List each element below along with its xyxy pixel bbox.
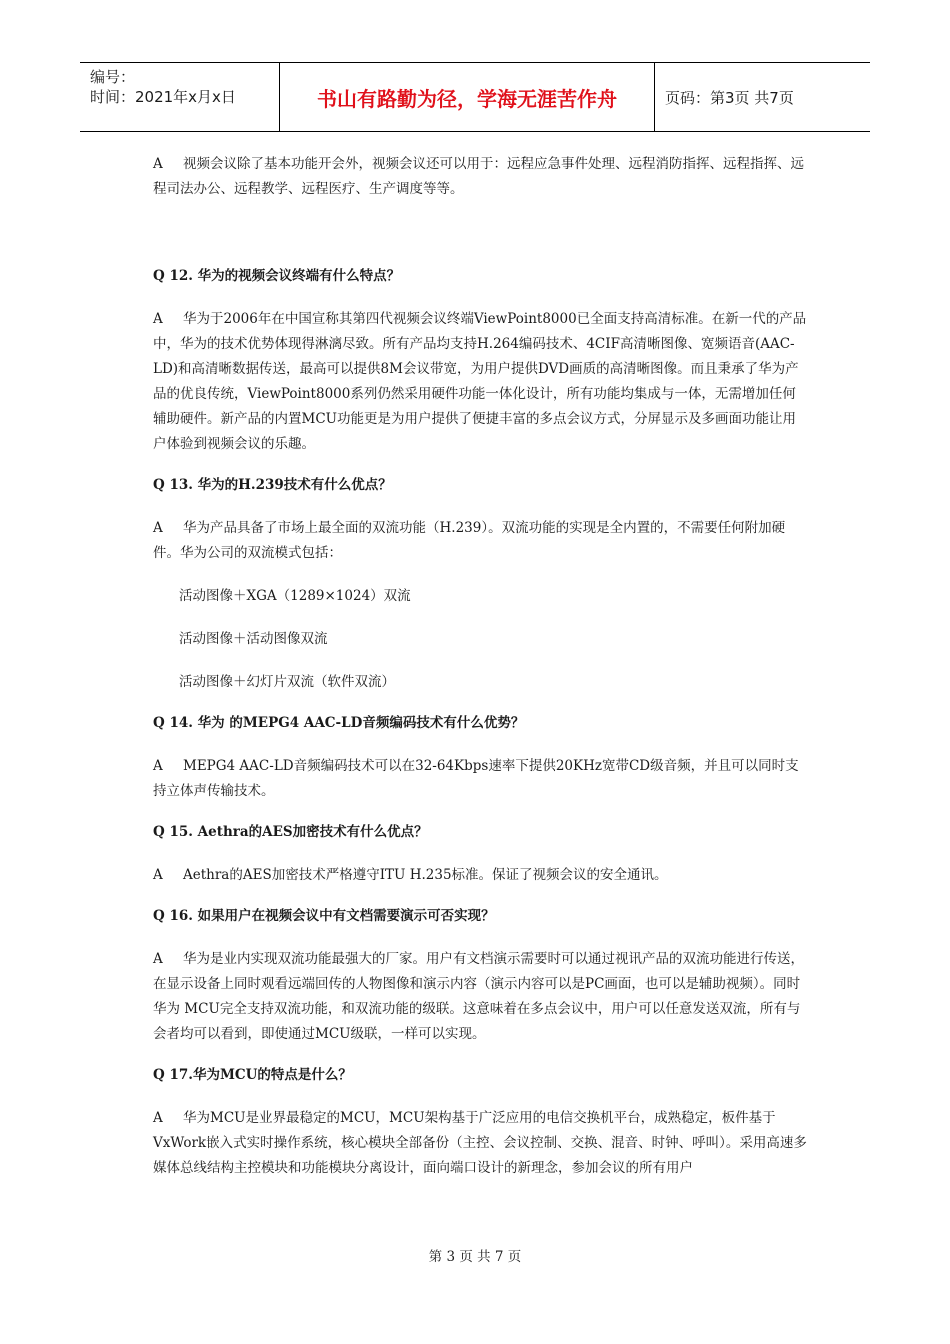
page-footer: 第 3 页 共 7 页: [428, 1249, 522, 1265]
document-number-label: 编号：: [90, 68, 136, 86]
answer-text: 华为MCU是业界最稳定的MCU，MCU架构基于广泛应用的电信交换机平台，成熟稳定，板件基于VxWork嵌入式实时操作系统，核心模块全部备份（主控、会议控制、交换、混音、时钟、呼叫）。采用高速多媒体总线结构主控模块和功能模块分离设计，面向端口设计的新理念，参加会议的所有用户: [153, 1110, 807, 1176]
answer-text: 华为于2006年在中国宣称其第四代视频会议终端ViewPoint8000已全面支持高清标准。在新一代的产品中，华为的技术优势体现得淋漓尽致。所有产品均支持H.264编码技术、4CIF高清晰图像、宽频语音(AAC-LD)和高清晰数据传送，最高可以提供8M会议带宽，为用户提供DVD画质的高清晰图像。而且秉承了华为产品的优良传统，ViewPoint8000系列仍然采用硬件功能一体化设计，所有功能均集成与一体，无需增加任何辅助硬件。新产品的内置MCU功能更是为用户提供了便捷丰富的多点会议方式，分屏显示及多画面功能让用户体验到视频会议的乐趣。: [153, 311, 807, 452]
dual-stream-mode-item: 活动图像＋XGA（1289×1024）双流: [179, 588, 411, 604]
answer-tag: A: [153, 1110, 163, 1126]
answer-paragraph: [153, 1106, 808, 1181]
answer-text: 视频会议除了基本功能开会外，视频会议还可以用于：远程应急事件处理、远程消防指挥、远程指挥、远程司法办公、远程教学、远程医疗、生产调度等等。: [153, 156, 804, 197]
document-date-label: 时间：2021年x月x日: [90, 88, 236, 106]
answer-tag: A: [153, 758, 163, 774]
answer-text: MEPG4 AAC-LD音频编码技术可以在32-64Kbps速率下提供20KHz宽带CD级音频，并且可以同时支持立体声传输技术。: [153, 758, 799, 799]
question-heading: Q 12. 华为的视频会议终端有什么特点？: [153, 268, 401, 284]
header-meta: [80, 63, 280, 131]
question-heading: Q 13. 华为的H.239技术有什么优点？: [153, 477, 392, 493]
page-header: [80, 62, 870, 132]
answer-tag: A: [153, 951, 163, 967]
question-heading: Q 16. 如果用户在视频会议中有文档需要演示可否实现？: [153, 908, 495, 924]
answer-tag: A: [153, 311, 163, 327]
question-heading: Q 15. Aethra的AES加密技术有什么优点？: [153, 824, 428, 840]
answer-paragraph: [153, 754, 808, 804]
header-motto: 书山有路勤为径，学海无涯苦作舟: [280, 63, 655, 131]
answer-tag: A: [153, 520, 163, 536]
answer-paragraph: [153, 152, 808, 202]
header-page-label: 页码：第3页 共7页: [665, 88, 794, 107]
answer-tag: A: [153, 156, 163, 172]
answer-text: 华为是业内实现双流功能最强大的厂家。用户有文档演示需要时可以通过视讯产品的双流功能进行传送，在显示设备上同时观看远端回传的人物图像和演示内容（演示内容可以是PC画面，也可以是辅助视频）。同时华为 MCU完全支持双流功能，和双流功能的级联。这意味着在多点会议中，用户可以任意发送双流，所有与会者均可以看到，即使通过MCU级联，一样可以实现。: [153, 951, 804, 1042]
dual-stream-mode-item: 活动图像＋幻灯片双流（软件双流）: [179, 674, 395, 690]
document-body: [153, 150, 808, 1181]
answer-paragraph: [153, 947, 808, 1047]
question-heading: Q 14. 华为 的MEPG4 AAC-LD音频编码技术有什么优势？: [153, 715, 525, 731]
answer-paragraph: [153, 307, 808, 457]
dual-stream-mode-item: 活动图像＋活动图像双流: [179, 631, 328, 647]
answer-text: 华为产品具备了市场上最全面的双流功能（H.239）。双流功能的实现是全内置的，不需要任何附加硬件。华为公司的双流模式包括：: [153, 520, 786, 561]
answer-text: Aethra的AES加密技术严格遵守ITU H.235标准。保证了视频会议的安全通讯。: [183, 867, 668, 883]
answer-paragraph: [153, 863, 808, 888]
answer-tag: A: [153, 867, 163, 883]
answer-paragraph: [153, 516, 808, 566]
question-heading: Q 17.华为MCU的特点是什么？: [153, 1067, 352, 1083]
